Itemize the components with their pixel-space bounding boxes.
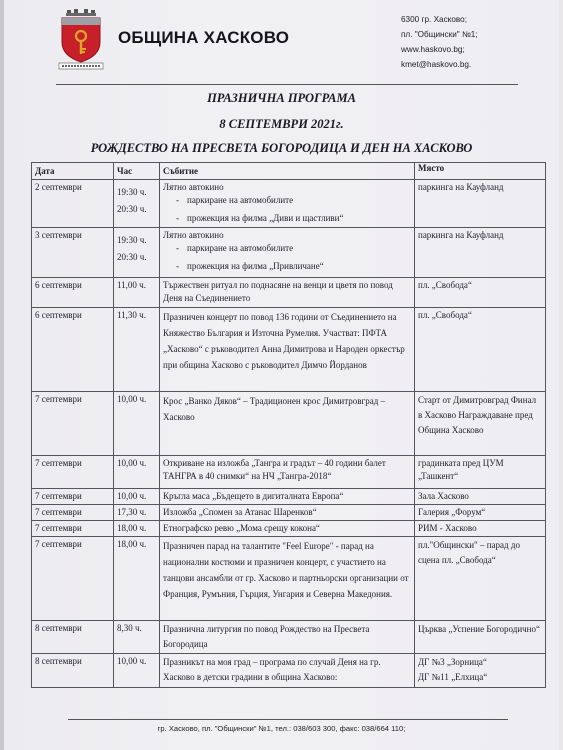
row-date: 7 септември (32, 456, 114, 489)
event-item: - прожекция на филма „Привличане“ (163, 260, 411, 273)
table-row (32, 392, 546, 456)
row-date: 7 септември (32, 505, 114, 521)
contact-website: www.haskovo.bg; (401, 45, 465, 54)
row-event: Кръгла маса „Бъдещето в дигиталната Европа“ (160, 489, 415, 505)
row-time: 10,00 ч. (114, 654, 160, 688)
contact-info (401, 12, 478, 72)
row-place: паркинга на Кауфланд (415, 228, 546, 278)
row-time-value: 20:30 ч. (117, 204, 147, 214)
row-event: Откриване на изложба „Тангра и градът – 40 години балет ТАНГРА в 40 снимки“ на НЧ „Тангра-2018“ (160, 456, 415, 489)
event-item: - прожекция на филма „Диви и щастливи“ (163, 212, 411, 225)
row-time: 11,30 ч. (114, 308, 160, 392)
row-time: 17,30 ч. (114, 505, 160, 521)
table-row (32, 180, 546, 228)
table-row (32, 456, 546, 489)
footer-divider (68, 719, 508, 720)
row-date: 8 септември (32, 654, 114, 688)
row-place: паркинга на Кауфланд (415, 180, 546, 228)
row-time (114, 228, 160, 278)
row-event: Празникът на моя град – програма по случай Деня на гр. Хасково в детски градини в община Хасково: (160, 654, 415, 688)
program-occasion: РОЖДЕСТВО НА ПРЕСВЕТА БОГОРОДИЦА И ДЕН НА ХАСКОВО (90, 141, 473, 155)
header-event: Събитие (160, 163, 415, 180)
footer-address: гр. Хасково, пл. "Общински" №1, тел.: 038/603 300, факс: 038/664 110; (157, 724, 406, 733)
contact-address: 6300 гр. Хасково; (401, 15, 467, 24)
row-date: 8 септември (32, 621, 114, 654)
row-event: Празнична литургия по повод Рождество на Пресвета Богородица (160, 621, 415, 654)
coat-of-arms-icon (56, 8, 106, 72)
place-line: ДГ №3 „Зорница“ (418, 657, 487, 667)
row-event: Тържествен ритуал по поднасяне на венци и цветя по повод Деня на Съединението (160, 278, 415, 308)
row-date: 3 септември (32, 228, 114, 278)
header-date: Дата (32, 163, 114, 180)
table-row (32, 505, 546, 521)
row-time-value: 19:30 ч. (117, 187, 147, 197)
row-time: 10,00 ч. (114, 489, 160, 505)
row-time: 10,00 ч. (114, 456, 160, 489)
row-place: пл."Общински" – парад до сцена пл. „Свобода“ (415, 537, 546, 621)
row-event: Празничен парад на талантите "Feel Europe" - парад на национални костюми и празничен концерт, с участието на танцови ансамбли от гр. Хасково и партньорски организации от Франция, Румъния, Гърция, Унгария и Северна Македония. (160, 537, 415, 621)
table-row (32, 308, 546, 392)
row-place: РИМ - Хасково (415, 521, 546, 537)
row-event (160, 180, 415, 228)
place-line: ДГ №11 „Елхица“ (418, 672, 488, 682)
row-place: Зала Хасково (415, 489, 546, 505)
row-event: Празничен концерт по повод 136 години от Съединението на Княжество България и Източна Румелия. Участват: ПФТА „Хасково“ с ръководител Анна Димитрова и Народен оркестър при община Хасково с ръководител Димчо Йорданов (160, 308, 415, 392)
row-date: 7 септември (32, 489, 114, 505)
header-place: Място (415, 163, 546, 180)
row-date: 2 септември (32, 180, 114, 228)
table-row (32, 537, 546, 621)
row-date: 7 септември (32, 521, 114, 537)
row-date: 7 септември (32, 392, 114, 456)
row-place: пл. „Свобода“ (415, 308, 546, 392)
table-row (32, 654, 546, 688)
row-date: 6 септември (32, 278, 114, 308)
program-date: 8 СЕПТЕМВРИ 2021г. (219, 117, 344, 131)
row-place: градинката пред ЦУМ „Ташкент“ (415, 456, 546, 489)
table-row (32, 521, 546, 537)
row-date: 7 септември (32, 537, 114, 621)
header-time: Час (114, 163, 160, 180)
row-time: 18,00 ч. (114, 537, 160, 621)
row-event: Изложба „Спомен за Атанас Шаренков“ (160, 505, 415, 521)
row-place: Галерия „Форум“ (415, 505, 546, 521)
event-item: - паркиране на автомобилите (163, 194, 411, 207)
contact-square: пл. "Общински" №1; (401, 30, 478, 39)
table-row (32, 278, 546, 308)
row-place: Църква „Успение Богородично“ (415, 621, 546, 654)
row-time: 8,30 ч. (114, 621, 160, 654)
row-event: Крос „Ванко Дяков“ – Традиционен крос Димитровград – Хасково (160, 392, 415, 456)
table-header-row (32, 163, 546, 180)
contact-email: kmet@haskovo.bg. (401, 60, 472, 69)
event-title: Лятно автокино (163, 182, 224, 192)
table-row (32, 489, 546, 505)
header-divider (56, 84, 518, 85)
row-place: пл. „Свобода“ (415, 278, 546, 308)
table-row (32, 228, 546, 278)
row-date: 6 септември (32, 308, 114, 392)
table-row (32, 621, 546, 654)
organization-name: ОБЩИНА ХАСКОВО (118, 28, 290, 47)
row-place: Старт от Димитровград Финал в Хасково Награждаване пред Община Хасково (415, 392, 546, 456)
program-table (31, 162, 546, 688)
row-time (114, 180, 160, 228)
row-event: Етнографско ревю „Мома срещу кокона“ (160, 521, 415, 537)
event-item: - паркиране на автомобилите (163, 242, 411, 255)
row-time-value: 20:30 ч. (117, 252, 147, 262)
row-time: 18,00 ч. (114, 521, 160, 537)
row-event (160, 228, 415, 278)
row-time-value: 19:30 ч. (117, 235, 147, 245)
program-title: ПРАЗНИЧНА ПРОГРАМА (207, 91, 356, 105)
row-time: 11,00 ч. (114, 278, 160, 308)
row-place (415, 654, 546, 688)
row-time: 10,00 ч. (114, 392, 160, 456)
event-title: Лятно автокино (163, 230, 224, 240)
